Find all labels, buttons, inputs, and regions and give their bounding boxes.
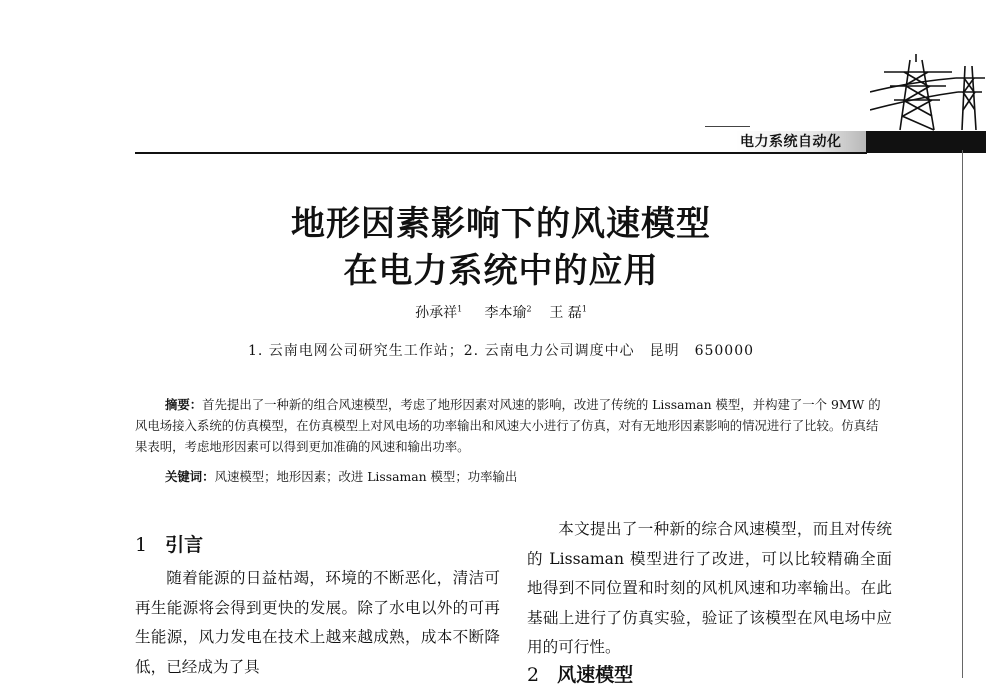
header-black-band bbox=[866, 131, 986, 153]
abstract bbox=[135, 394, 885, 457]
power-tower-icon bbox=[870, 52, 995, 132]
author-affiliation-mark: 1 bbox=[457, 304, 463, 314]
author-name: 孙承祥 bbox=[415, 305, 458, 321]
journal-section-tag: 电力系统自动化 bbox=[736, 131, 916, 153]
section-number: 1 bbox=[135, 534, 148, 556]
section-heading-wind-model bbox=[527, 660, 633, 687]
keywords-label: 关键词： bbox=[165, 469, 215, 484]
author-affiliation-mark: 1 bbox=[581, 304, 587, 314]
author-list bbox=[135, 302, 867, 322]
paper-title-line2: 在电力系统中的应用 bbox=[343, 251, 659, 291]
paragraph: 本文提出了一种新的综合风速模型，而且对传统的 Lissaman 模型进行了改进，可以比较精确全面地得到不同位置和时刻的风机风速和功率输出。在此基础上进行了仿真实验，验证了该模型在风电场中应用的可行性。 bbox=[527, 520, 892, 656]
section-title: 风速模型 bbox=[557, 664, 634, 686]
paper-title-line1: 地形因素影响下的风速模型 bbox=[291, 204, 711, 244]
author-name: 李本瑜 bbox=[484, 305, 527, 321]
section-number: 2 bbox=[527, 664, 540, 686]
left-column bbox=[135, 564, 500, 682]
author-affiliation-mark: 2 bbox=[526, 304, 532, 314]
header-rule bbox=[135, 152, 867, 154]
right-column bbox=[527, 515, 892, 663]
abstract-text: 首先提出了一种新的组合风速模型，考虑了地形因素对风速的影响，改进了传统的 Lissaman 模型，并构建了一个 9MW 的风电场接入系统的仿真模型，在仿真模型上对风电场的功率输出和风速大小进行了仿真，对有无地形因素影响的情况进行了比较。仿真结果表明，考虑地形因素可以得到更加准确的风速和输出功率。 bbox=[135, 397, 881, 454]
section-title: 引言 bbox=[165, 534, 204, 556]
affiliations: 1. 云南电网公司研究生工作站；2. 云南电力公司调度中心 昆明 650000 bbox=[247, 343, 755, 359]
keywords bbox=[165, 467, 517, 485]
abstract-label: 摘要： bbox=[165, 397, 203, 412]
section-heading-introduction bbox=[135, 530, 203, 557]
paragraph: 随着能源的日益枯竭，环境的不断恶化，清洁可再生能源将会得到更快的发展。除了水电以外的可再生能源，风力发电在技术上越来越成熟，成本不断降低，已经成为了具 bbox=[135, 569, 500, 676]
right-margin-rule bbox=[962, 150, 963, 678]
header-small-rule bbox=[705, 126, 750, 127]
keywords-text: 风速模型；地形因素；改进 Lissaman 模型；功率输出 bbox=[214, 469, 518, 484]
author-name: 王 磊 bbox=[549, 305, 582, 321]
